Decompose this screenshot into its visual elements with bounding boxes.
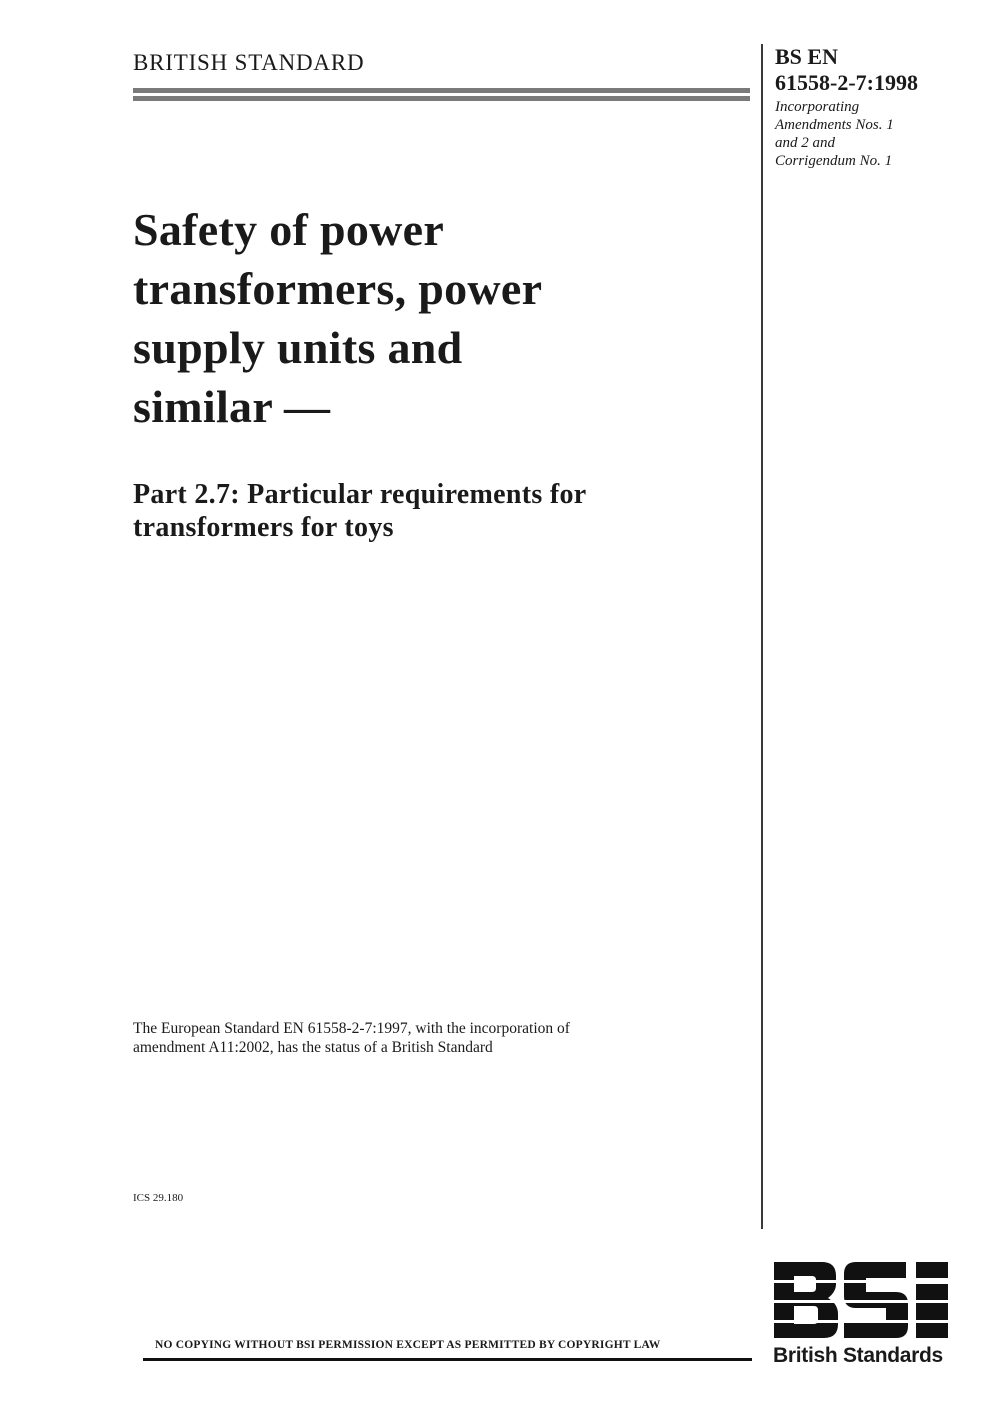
amendment-line: Corrigendum No. 1 — [775, 153, 893, 169]
standard-number — [775, 44, 975, 96]
title-line: transformers, power — [133, 263, 543, 314]
standard-number-line1: BS EN — [775, 44, 838, 69]
status-line: amendment A11:2002, has the status of a British Standard — [133, 1039, 493, 1056]
amendment-line: Incorporating — [775, 99, 860, 115]
document-category-label: BRITISH STANDARD — [133, 50, 365, 75]
amendment-note — [775, 98, 975, 170]
title-line: Safety of power — [133, 204, 445, 255]
bsi-logo — [772, 1260, 954, 1340]
title-line: supply units and — [133, 322, 463, 373]
column-divider — [761, 44, 763, 1229]
header-rule-top — [133, 88, 750, 93]
title-line: similar — — [133, 381, 331, 432]
ics-code: ICS 29.180 — [133, 1192, 184, 1204]
status-statement — [133, 1019, 733, 1057]
document-title — [133, 200, 733, 436]
amendment-line: and 2 and — [775, 135, 835, 151]
subtitle-line: transformers for toys — [133, 512, 394, 543]
status-line: The European Standard EN 61558-2-7:1997, with the incorporation of — [133, 1020, 570, 1037]
standard-number-line2: 61558-2-7:1998 — [775, 70, 918, 95]
copyright-notice: NO COPYING WITHOUT BSI PERMISSION EXCEPT AS PERMITTED BY COPYRIGHT LAW — [155, 1339, 661, 1351]
amendment-line: Amendments Nos. 1 — [775, 117, 894, 133]
document-subtitle — [133, 478, 753, 544]
subtitle-line: Part 2.7: Particular requirements for — [133, 479, 587, 510]
footer-rule — [143, 1358, 752, 1361]
bsi-tagline: British Standards — [773, 1344, 943, 1367]
header-rule-bottom — [133, 96, 750, 101]
